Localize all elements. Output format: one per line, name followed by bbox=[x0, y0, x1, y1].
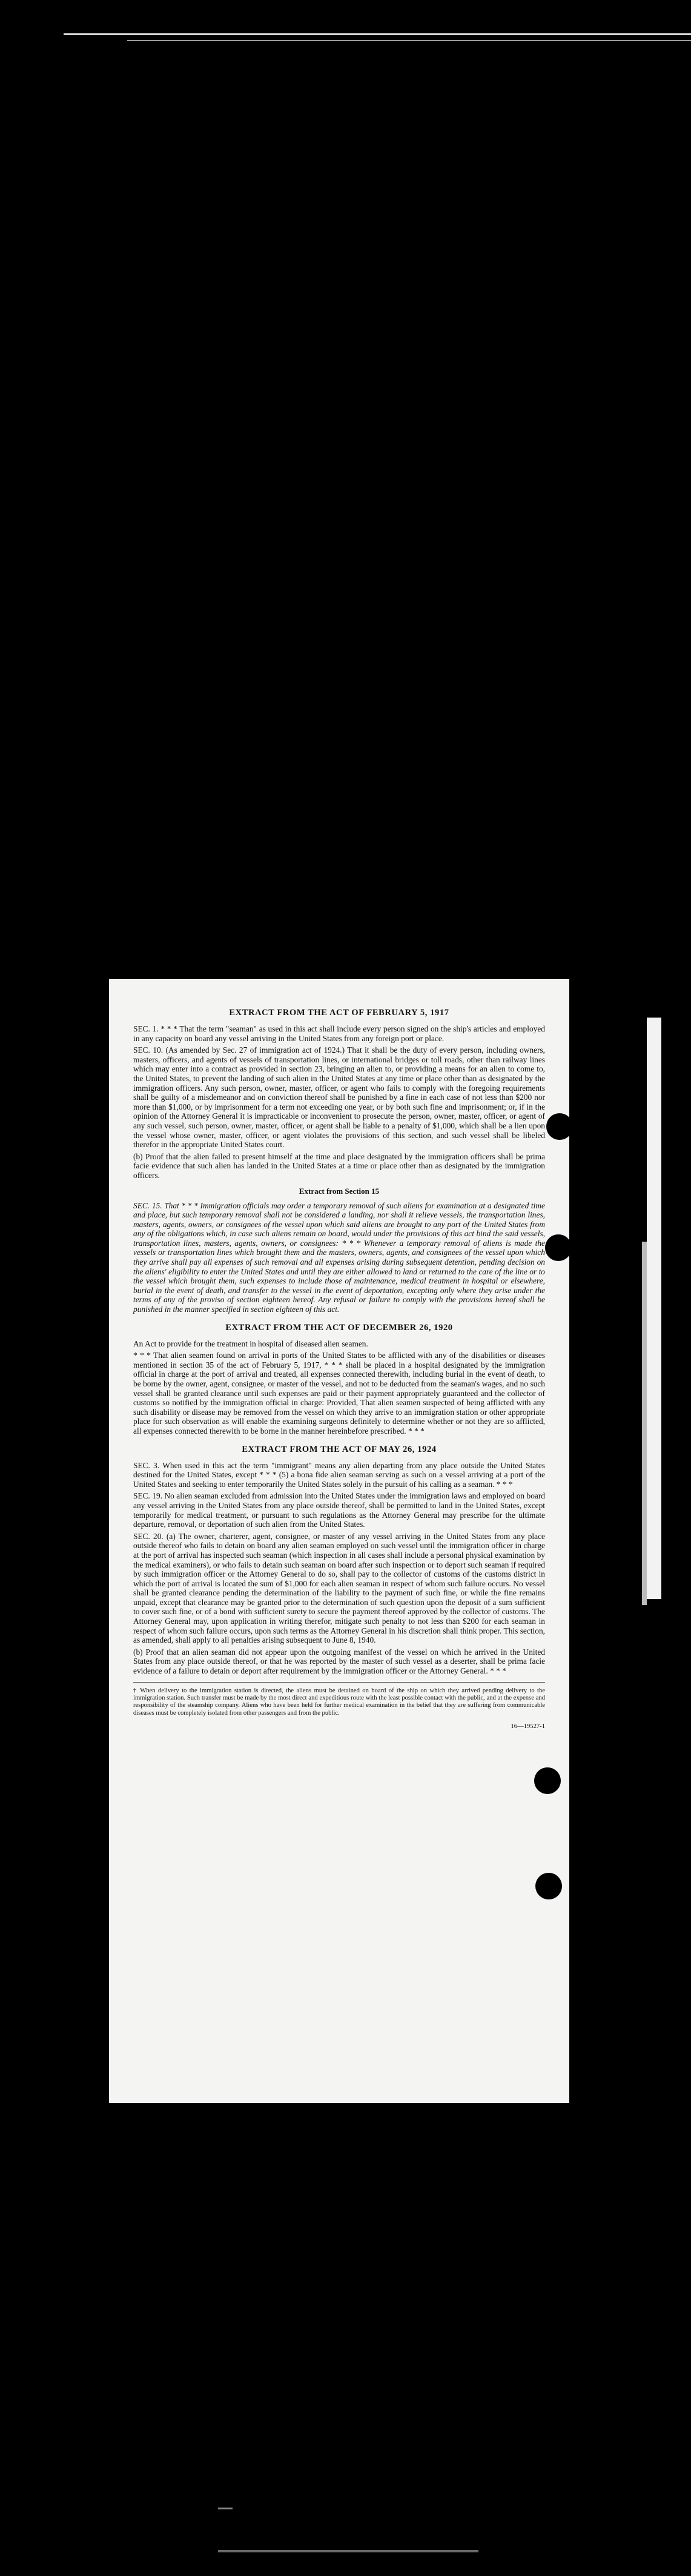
paragraph: SEC. 1. * * * That the term "seaman" as used in this act shall include every person signed on the ship's articles and employed in any capacity on board any vessel arriving in the United States from any foreign port or place. bbox=[133, 1024, 545, 1043]
punch-hole bbox=[546, 1113, 569, 1140]
paragraph: (b) Proof that the alien failed to present himself at the time and place designated by the immigration officers shall be prima facie evidence that such alien has landed in the United States at a time or place other than as designated by the immigration officers. bbox=[133, 1151, 545, 1180]
scan-edge-line bbox=[64, 33, 691, 35]
section-title: EXTRACT FROM THE ACT OF DECEMBER 26, 1920 bbox=[225, 1322, 453, 1333]
form-code: 16—19527-1 bbox=[511, 1723, 545, 1730]
adjacent-page-edge bbox=[647, 1018, 661, 1599]
punch-hole bbox=[535, 1873, 562, 1899]
paragraph: (b) Proof that an alien seaman did not appear upon the outgoing manifest of the vessel on which he arrived in the United States from any place outside thereof, or that he was reported by the master of such vessel as a deserter, shall be prima facie evidence of a failure to detain or deport after requirement by the immigration officer or the Attorney General. * * * bbox=[133, 1647, 545, 1676]
section-title: EXTRACT FROM THE ACT OF FEBRUARY 5, 1917 bbox=[229, 1008, 449, 1018]
paragraph: SEC. 10. (As amended by Sec. 27 of immigration act of 1924.) That it shall be the duty of every person, including owners, masters, officers, and agents of vessels of transportation lines, or international bridges or toll roads, other than railway lines which may enter into a contract as provided in section 23, bringing an alien to, or providing a means for an alien to come to, the United States, to prevent the landing of such alien in the United States at any time or place other than as designated by the immigration officers. Any such person, owner, master, officer, or agent who fails to comply with the foregoing requirements shall be guilty of a misdemeanor and on conviction thereof shall be punished by a fine in each case of not less than $200 nor more than $1,000, or by imprisonment for a term not exceeding one year, or by both such fine and imprisonment; or, if in the opinion of the Attorney General it is impracticable or inconvenient to prosecute the person, owner, master, officer, or agent of any such vessel, such person, owner, master, officer, or agent shall be liable to a penalty of $1,000, which shall be a lien upon the vessel whose owner, master, officer, or agent violates the provisions of this section, and such vessel shall be libeled therefor in the appropriate United States court. bbox=[133, 1045, 545, 1150]
scan-edge-line bbox=[218, 2508, 233, 2509]
scan-edge-line bbox=[218, 2550, 478, 2552]
punch-hole bbox=[545, 1234, 569, 1261]
scan-edge-line bbox=[127, 40, 691, 41]
paragraph: An Act to provide for the treatment in hospital of diseased alien seamen. bbox=[133, 1339, 368, 1348]
subsection-title: Extract from Section 15 bbox=[299, 1186, 380, 1196]
paragraph: SEC. 19. No alien seaman excluded from admission into the United States under the immigration laws and employed on board any vessel arriving in the United States from any place outside thereof, shall be permitted to land in the United States, except temporarily for medical treatment, or pursuant to such regulations as the Attorney General may prescribe for the ultimate departure, removal, or deportation of such alien from the United States. bbox=[133, 1491, 545, 1529]
paragraph: SEC. 15. That * * * Immigration officials may order a temporary removal of such aliens for examination at a designated time and place, but such temporary removal shall not be considered a landing, nor shall it relieve vessels, the transportation lines, masters, agents, owners, or consignees of the vessel upon which said aliens are brought to any port of the United States from any of the obligations which, in case such aliens remain on board, would under the provisions of this act bind the said vessels, transportation lines, masters, agents, owners, or consignees: * * * Whenever a temporary removal of aliens is made the vessels or transportation lines which brought them and the masters, owners, agents, and consignees of the vessel upon which they arrive shall pay all expenses of such removal and all expenses arising during subsequent detention, pending decision on the aliens' eligibility to enter the United States and until they are either allowed to land or returned to the care of the line or to the vessel which brought them, such expenses to include those of maintenance, medical treatment in hospital or elsewhere, burial in the event of death, and transfer to the vessel in the event of deportation, excepting only where they arise under the terms of any of the proviso of section eighteen hereof. Any refusal or failure to comply with the provisions hereof shall be punished in the manner specified in section eighteen of this act. bbox=[133, 1200, 545, 1314]
document-page bbox=[109, 979, 569, 2103]
section-title: EXTRACT FROM THE ACT OF MAY 26, 1924 bbox=[242, 1444, 437, 1454]
paragraph: SEC. 20. (a) The owner, charterer, agent, consignee, or master of any vessel arriving in the United States from any place outside thereof who fails to detain on board any alien seaman employed on such vessel until the immigration officer in charge at the port of arrival has inspected such seaman (which inspection in all cases shall include a personal physical examination by the medical examiners), or who fails to detain such seaman on board after such inspection or to deport such seaman if required by such immigration officer or the Attorney General to do so, shall pay to the collector of customs of the customs district in which the port of arrival is located the sum of $1,000 for each alien seaman in respect of whom such failure occurs. No vessel shall be granted clearance pending the determination of the liability to the payment of such fine, or while the fine remains unpaid, except that clearance may be granted prior to the determination of such question upon the deposit of a sum sufficient to cover such fine, or of a bond with sufficient surety to secure the payment thereof approved by the collector of customs. The Attorney General may, upon application in writing therefor, mitigate such penalty to not less than $200 for each seaman in respect of whom such failure occurs, upon such terms as the Attorney General in his discretion shall think proper. This section, as amended, shall apply to all penalties arising subsequent to June 8, 1940. bbox=[133, 1531, 545, 1645]
footnote-rule bbox=[133, 1682, 545, 1683]
punch-hole bbox=[534, 1767, 561, 1794]
paragraph: SEC. 3. When used in this act the term "immigrant" means any alien departing from any place outside the United States destined for the United States, except * * * (5) a bona fide alien seaman serving as such on a vessel arriving at a port of the United States and seeking to enter temporarily the United States solely in the pursuit of his calling as a seaman. * * * bbox=[133, 1460, 545, 1489]
footnote: † When delivery to the immigration station is directed, the aliens must be detained on board of the ship on which they arrived pending delivery to the immigration station. Such transfer must be made by the most direct and expeditious route with the least possible contact with the public, and at the expense and responsibility of the steamship company. Aliens who have been held for further medical examination in the belief that they are suffering from communicable diseases must be completely isolated from other passengers and from the public. bbox=[133, 1687, 545, 1717]
paragraph: * * * That alien seamen found on arrival in ports of the United States to be afflicted with any of the disabilities or diseases mentioned in section 35 of the act of February 5, 1917, * * * shall be placed in a hospital designated by the immigration official in charge at the port of arrival and treated, all expenses connected therewith, including burial in the event of death, to be borne by the owner, agent, consignee, or master of the vessel, and not to be deducted from the seaman's wages, and no such vessel shall be granted clearance until such expenses are paid or their payment appropriately guaranteed and the collector of customs so notified by the immigration official in charge: Provided, That alien seamen suspected of being afflicted with any such disability or disease may be removed from the vessel on which they arrive to an immigration station or other appropriate place for such observation as will enable the examining surgeons definitely to determine whether or not they are so afflicted, all expenses connected therewith to be borne in the manner hereinbefore prescribed. * * * bbox=[133, 1351, 545, 1435]
adjacent-page-shadow bbox=[642, 1242, 647, 1605]
